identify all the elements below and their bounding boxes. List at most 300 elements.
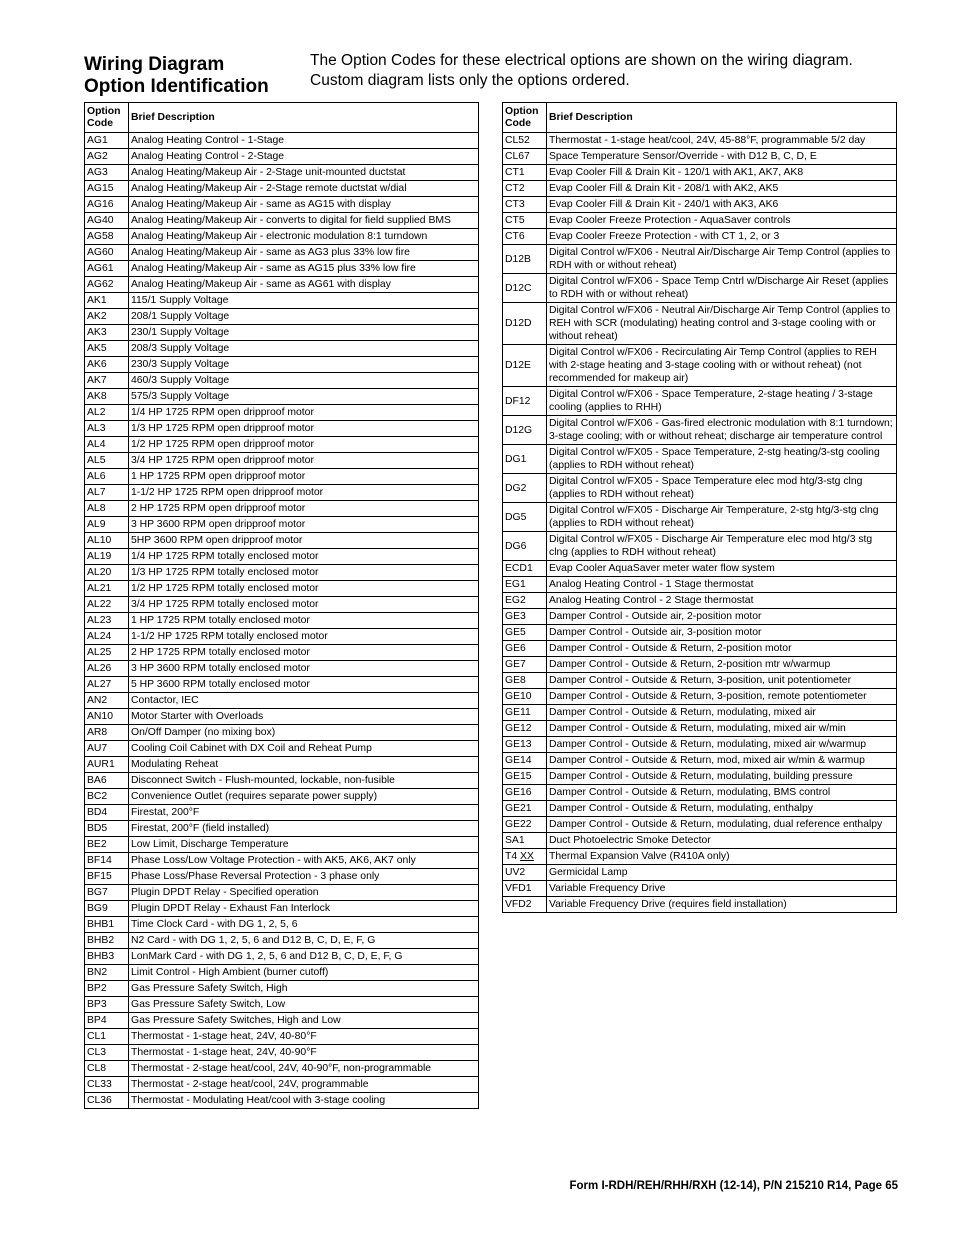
table-row	[85, 869, 479, 885]
option-description: Thermostat - Modulating Heat/cool with 3-stage cooling	[129, 1093, 479, 1109]
table-row	[85, 133, 479, 149]
table-row	[85, 645, 479, 661]
option-code: AG61	[85, 261, 129, 277]
option-code: AL25	[85, 645, 129, 661]
option-description: Variable Frequency Drive (requires field installation)	[547, 897, 897, 913]
table-row	[503, 721, 897, 737]
option-description: Damper Control - Outside air, 2-position motor	[547, 609, 897, 625]
header-brief-description: Brief Description	[129, 103, 479, 133]
table-row	[503, 865, 897, 881]
option-description: 1/3 HP 1725 RPM open dripproof motor	[129, 421, 479, 437]
table-row	[503, 705, 897, 721]
option-description: Digital Control w/FX05 - Space Temperature elec mod htg/3-stg clng (applies to RDH without reheat)	[547, 474, 897, 503]
option-code: GE12	[503, 721, 547, 737]
option-code: AK2	[85, 309, 129, 325]
option-description: 3 HP 3600 RPM totally enclosed motor	[129, 661, 479, 677]
option-code: CL1	[85, 1029, 129, 1045]
option-code: SA1	[503, 833, 547, 849]
option-description: Convenience Outlet (requires separate power supply)	[129, 789, 479, 805]
option-description: Analog Heating/Makeup Air - 2-Stage remote ductstat w/dial	[129, 181, 479, 197]
option-code: AK1	[85, 293, 129, 309]
option-code: CL3	[85, 1045, 129, 1061]
option-code-prefix: T4	[505, 851, 521, 862]
option-code: AN10	[85, 709, 129, 725]
option-description: 208/3 Supply Voltage	[129, 341, 479, 357]
table-row	[85, 197, 479, 213]
option-description: Analog Heating Control - 1-Stage	[129, 133, 479, 149]
option-description: Plugin DPDT Relay - Exhaust Fan Interlock	[129, 901, 479, 917]
option-code: VFD1	[503, 881, 547, 897]
option-code: CT5	[503, 213, 547, 229]
option-code: D12D	[503, 303, 547, 345]
option-code: GE7	[503, 657, 547, 673]
option-code: BG7	[85, 885, 129, 901]
option-code: AL19	[85, 549, 129, 565]
option-code: BHB1	[85, 917, 129, 933]
option-description: Damper Control - Outside & Return, modulating, BMS control	[547, 785, 897, 801]
table-row	[503, 881, 897, 897]
option-description: Thermostat - 1-stage heat/cool, 24V, 45-88°F, programmable 5/2 day	[547, 133, 897, 149]
option-description: Analog Heating/Makeup Air - same as AG3 plus 33% low fire	[129, 245, 479, 261]
table-row	[85, 661, 479, 677]
option-code: AL4	[85, 437, 129, 453]
table-row	[503, 673, 897, 689]
table-row	[85, 725, 479, 741]
option-code: AR8	[85, 725, 129, 741]
header-option-code: Option Code	[503, 103, 547, 133]
table-row	[85, 773, 479, 789]
option-description: 1 HP 1725 RPM totally enclosed motor	[129, 613, 479, 629]
table-row	[503, 689, 897, 705]
option-code: AL26	[85, 661, 129, 677]
table-row	[503, 897, 897, 913]
option-code: AL10	[85, 533, 129, 549]
option-description: Time Clock Card - with DG 1, 2, 5, 6	[129, 917, 479, 933]
table-row	[85, 357, 479, 373]
option-code	[503, 849, 547, 865]
table-row	[85, 533, 479, 549]
option-description: Analog Heating Control - 2-Stage	[129, 149, 479, 165]
option-code: AG58	[85, 229, 129, 245]
option-description: Evap Cooler AquaSaver meter water flow system	[547, 561, 897, 577]
table-row	[85, 373, 479, 389]
option-description: Damper Control - Outside & Return, mod, mixed air w/min & warmup	[547, 753, 897, 769]
option-code: AG62	[85, 277, 129, 293]
option-code: AL8	[85, 501, 129, 517]
option-description: Thermal Expansion Valve (R410A only)	[547, 849, 897, 865]
option-description: Analog Heating/Makeup Air - 2-Stage unit-mounted ductstat	[129, 165, 479, 181]
table-row	[503, 133, 897, 149]
table-row	[85, 501, 479, 517]
option-code: BHB2	[85, 933, 129, 949]
option-description: 3 HP 3600 RPM open dripproof motor	[129, 517, 479, 533]
option-code: AG16	[85, 197, 129, 213]
option-code: AL6	[85, 469, 129, 485]
option-description: 1/4 HP 1725 RPM open dripproof motor	[129, 405, 479, 421]
table-row	[85, 1013, 479, 1029]
option-description: Gas Pressure Safety Switches, High and Low	[129, 1013, 479, 1029]
option-code: CT1	[503, 165, 547, 181]
table-row	[85, 805, 479, 821]
option-description: Damper Control - Outside air, 3-position motor	[547, 625, 897, 641]
option-description: Space Temperature Sensor/Override - with D12 B, C, D, E	[547, 149, 897, 165]
option-description: 460/3 Supply Voltage	[129, 373, 479, 389]
header-brief-description: Brief Description	[547, 103, 897, 133]
option-description: 2 HP 1725 RPM open dripproof motor	[129, 501, 479, 517]
table-row	[503, 245, 897, 274]
option-code: ECD1	[503, 561, 547, 577]
option-code: BD4	[85, 805, 129, 821]
option-description: Damper Control - Outside & Return, modulating, mixed air w/warmup	[547, 737, 897, 753]
option-description: 1/2 HP 1725 RPM totally enclosed motor	[129, 581, 479, 597]
option-code: GE14	[503, 753, 547, 769]
table-row	[85, 917, 479, 933]
table-row	[85, 581, 479, 597]
table-row	[85, 229, 479, 245]
option-code: BP3	[85, 997, 129, 1013]
option-description: 5 HP 3600 RPM totally enclosed motor	[129, 677, 479, 693]
table-row	[85, 309, 479, 325]
option-code: GE15	[503, 769, 547, 785]
option-code: AL7	[85, 485, 129, 501]
option-code: AG15	[85, 181, 129, 197]
option-description: Thermostat - 2-stage heat/cool, 24V, programmable	[129, 1077, 479, 1093]
option-code: GE10	[503, 689, 547, 705]
table-row	[85, 437, 479, 453]
table-row	[503, 303, 897, 345]
option-description: Thermostat - 1-stage heat, 24V, 40-80°F	[129, 1029, 479, 1045]
table-row	[85, 885, 479, 901]
table-row	[85, 677, 479, 693]
option-description: Digital Control w/FX06 - Neutral Air/Discharge Air Temp Control (applies to RDH with or without reheat)	[547, 245, 897, 274]
option-code: GE16	[503, 785, 547, 801]
option-description: 1/3 HP 1725 RPM totally enclosed motor	[129, 565, 479, 581]
table-row	[503, 416, 897, 445]
option-code: AU7	[85, 741, 129, 757]
option-code: GE22	[503, 817, 547, 833]
option-description: Evap Cooler Fill & Drain Kit - 208/1 with AK2, AK5	[547, 181, 897, 197]
option-code: DG5	[503, 503, 547, 532]
table-row	[85, 1093, 479, 1109]
table-row	[85, 741, 479, 757]
option-code: CL67	[503, 149, 547, 165]
option-code: AL2	[85, 405, 129, 421]
option-description: 230/1 Supply Voltage	[129, 325, 479, 341]
header-option-code: Option Code	[85, 103, 129, 133]
option-description: Damper Control - Outside & Return, modulating, mixed air w/min	[547, 721, 897, 737]
option-description: Digital Control w/FX06 - Space Temp Cntrl w/Discharge Air Reset (applies to RDH with or without reheat)	[547, 274, 897, 303]
option-code: AK8	[85, 389, 129, 405]
table-row	[85, 613, 479, 629]
option-code: BF14	[85, 853, 129, 869]
option-description: Contactor, IEC	[129, 693, 479, 709]
option-description: Analog Heating/Makeup Air - same as AG15 plus 33% low fire	[129, 261, 479, 277]
option-description: Phase Loss/Phase Reversal Protection - 3 phase only	[129, 869, 479, 885]
option-code: AL27	[85, 677, 129, 693]
table-row	[85, 549, 479, 565]
table-row	[85, 597, 479, 613]
table-row	[503, 785, 897, 801]
option-description: 1 HP 1725 RPM open dripproof motor	[129, 469, 479, 485]
option-code: BF15	[85, 869, 129, 885]
table-row	[503, 753, 897, 769]
table-row	[503, 849, 897, 865]
table-row	[85, 165, 479, 181]
option-description: LonMark Card - with DG 1, 2, 5, 6 and D12 B, C, D, E, F, G	[129, 949, 479, 965]
table-header-row	[85, 103, 479, 133]
option-code: GE5	[503, 625, 547, 641]
option-code: GE6	[503, 641, 547, 657]
option-code: UV2	[503, 865, 547, 881]
table-row	[503, 229, 897, 245]
option-description: Evap Cooler Fill & Drain Kit - 240/1 with AK3, AK6	[547, 197, 897, 213]
option-code: AK6	[85, 357, 129, 373]
option-description: Evap Cooler Fill & Drain Kit - 120/1 with AK1, AK7, AK8	[547, 165, 897, 181]
option-description: Digital Control w/FX05 - Discharge Air Temperature, 2-stg htg/3-stg clng (applies to RDH without reheat)	[547, 503, 897, 532]
option-code: AG1	[85, 133, 129, 149]
table-row	[85, 1061, 479, 1077]
option-description: 115/1 Supply Voltage	[129, 293, 479, 309]
table-row	[503, 561, 897, 577]
option-code: AG3	[85, 165, 129, 181]
option-code: AG60	[85, 245, 129, 261]
option-description: Analog Heating/Makeup Air - electronic modulation 8:1 turndown	[129, 229, 479, 245]
option-description: Thermostat - 2-stage heat/cool, 24V, 40-90°F, non-programmable	[129, 1061, 479, 1077]
table-row	[503, 197, 897, 213]
table-row	[503, 657, 897, 673]
option-description: Damper Control - Outside & Return, modulating, enthalpy	[547, 801, 897, 817]
table-row	[85, 341, 479, 357]
option-code: AG2	[85, 149, 129, 165]
table-row	[85, 277, 479, 293]
option-description: Damper Control - Outside & Return, 3-position, remote potentiometer	[547, 689, 897, 705]
option-code: CT2	[503, 181, 547, 197]
intro-paragraph: The Option Codes for these electrical options are shown on the wiring diagram. Custom diagram lists only the options ordered.	[310, 52, 853, 89]
table-row	[85, 757, 479, 773]
option-description: Low Limit, Discharge Temperature	[129, 837, 479, 853]
option-description: Damper Control - Outside & Return, 2-position mtr w/warmup	[547, 657, 897, 673]
option-description: Analog Heating/Makeup Air - converts to digital for field supplied BMS	[129, 213, 479, 229]
option-code: CL8	[85, 1061, 129, 1077]
option-code: BP4	[85, 1013, 129, 1029]
table-row	[85, 853, 479, 869]
table-row	[503, 737, 897, 753]
option-code: AL5	[85, 453, 129, 469]
table-row	[85, 709, 479, 725]
option-description: On/Off Damper (no mixing box)	[129, 725, 479, 741]
table-row	[85, 821, 479, 837]
option-description: Analog Heating Control - 1 Stage thermostat	[547, 577, 897, 593]
option-description: Variable Frequency Drive	[547, 881, 897, 897]
option-description: Firestat, 200°F (field installed)	[129, 821, 479, 837]
option-code: CL33	[85, 1077, 129, 1093]
option-description: Analog Heating/Makeup Air - same as AG15 with display	[129, 197, 479, 213]
option-code-placeholder: XX	[520, 851, 534, 862]
table-row	[503, 817, 897, 833]
option-description: 1-1/2 HP 1725 RPM open dripproof motor	[129, 485, 479, 501]
table-row	[503, 181, 897, 197]
page-title	[84, 54, 269, 98]
table-row	[503, 503, 897, 532]
table-row	[85, 421, 479, 437]
table-row	[503, 593, 897, 609]
option-description: Damper Control - Outside & Return, modulating, building pressure	[547, 769, 897, 785]
option-code: BD5	[85, 821, 129, 837]
option-code: BG9	[85, 901, 129, 917]
table-row	[503, 387, 897, 416]
table-row	[85, 453, 479, 469]
option-code: CT3	[503, 197, 547, 213]
option-code: GE3	[503, 609, 547, 625]
option-description: Thermostat - 1-stage heat, 24V, 40-90°F	[129, 1045, 479, 1061]
option-code: AUR1	[85, 757, 129, 773]
table-row	[85, 1029, 479, 1045]
option-description: Digital Control w/FX06 - Recirculating Air Temp Control (applies to REH with 2-stage heating and 3-stage cooling with or without reheat) (not recommended for makeup air)	[547, 345, 897, 387]
page-footer: Form I-RDH/REH/RHH/RXH (12-14), P/N 215210 R14, Page 65	[569, 1180, 898, 1192]
option-code: BC2	[85, 789, 129, 805]
option-description: 2 HP 1725 RPM totally enclosed motor	[129, 645, 479, 661]
option-description: Analog Heating Control - 2 Stage thermostat	[547, 593, 897, 609]
option-code: EG2	[503, 593, 547, 609]
table-row	[503, 833, 897, 849]
table-row	[85, 485, 479, 501]
option-code: D12B	[503, 245, 547, 274]
option-description: N2 Card - with DG 1, 2, 5, 6 and D12 B, C, D, E, F, G	[129, 933, 479, 949]
table-row	[85, 405, 479, 421]
option-description: 3/4 HP 1725 RPM open dripproof motor	[129, 453, 479, 469]
option-description: Evap Cooler Freeze Protection - with CT 1, 2, or 3	[547, 229, 897, 245]
option-description: Damper Control - Outside & Return, 3-position, unit potentiometer	[547, 673, 897, 689]
option-code: AL3	[85, 421, 129, 437]
table-row	[503, 274, 897, 303]
option-description: Gas Pressure Safety Switch, High	[129, 981, 479, 997]
table-row	[503, 149, 897, 165]
table-row	[85, 149, 479, 165]
option-code: AN2	[85, 693, 129, 709]
table-row	[85, 245, 479, 261]
table-row	[503, 577, 897, 593]
option-description: Germicidal Lamp	[547, 865, 897, 881]
table-row	[503, 165, 897, 181]
option-code: D12C	[503, 274, 547, 303]
table-row	[503, 801, 897, 817]
table-row	[85, 325, 479, 341]
option-description: Digital Control w/FX05 - Space Temperature, 2-stg heating/3-stg cooling (applies to RDH without reheat)	[547, 445, 897, 474]
table-row	[85, 469, 479, 485]
table-row	[85, 965, 479, 981]
option-description: Gas Pressure Safety Switch, Low	[129, 997, 479, 1013]
table-row	[503, 474, 897, 503]
option-code: BHB3	[85, 949, 129, 965]
option-description: Damper Control - Outside & Return, modulating, mixed air	[547, 705, 897, 721]
option-code: D12G	[503, 416, 547, 445]
option-description: Damper Control - Outside & Return, modulating, dual reference enthalpy	[547, 817, 897, 833]
option-table-left	[84, 102, 479, 1109]
table-row	[85, 517, 479, 533]
option-description: Digital Control w/FX06 - Gas-fired electronic modulation with 8:1 turndown; 3-stage cooling; with or without reheat; discharge air temperature control	[547, 416, 897, 445]
option-description: 3/4 HP 1725 RPM totally enclosed motor	[129, 597, 479, 613]
table-row	[85, 981, 479, 997]
option-description: Cooling Coil Cabinet with DX Coil and Reheat Pump	[129, 741, 479, 757]
option-description: Phase Loss/Low Voltage Protection - with AK5, AK6, AK7 only	[129, 853, 479, 869]
option-description: Damper Control - Outside & Return, 2-position motor	[547, 641, 897, 657]
option-code: AL23	[85, 613, 129, 629]
option-code: AK5	[85, 341, 129, 357]
option-code: BA6	[85, 773, 129, 789]
table-row	[85, 293, 479, 309]
option-code: AK7	[85, 373, 129, 389]
option-code: BP2	[85, 981, 129, 997]
table-row	[85, 837, 479, 853]
table-row	[503, 532, 897, 561]
table-row	[85, 261, 479, 277]
table-row	[85, 565, 479, 581]
option-code: D12E	[503, 345, 547, 387]
option-code: AL21	[85, 581, 129, 597]
table-row	[85, 1045, 479, 1061]
option-code: BE2	[85, 837, 129, 853]
table-row	[85, 901, 479, 917]
option-code: GE8	[503, 673, 547, 689]
table-row	[503, 445, 897, 474]
option-code: EG1	[503, 577, 547, 593]
option-description: Plugin DPDT Relay - Specified operation	[129, 885, 479, 901]
option-description: Duct Photoelectric Smoke Detector	[547, 833, 897, 849]
table-row	[85, 389, 479, 405]
option-code: GE11	[503, 705, 547, 721]
option-code: AL9	[85, 517, 129, 533]
option-code: DG6	[503, 532, 547, 561]
table-row	[503, 641, 897, 657]
table-row	[85, 997, 479, 1013]
table-row	[503, 609, 897, 625]
option-code: CL36	[85, 1093, 129, 1109]
option-description: 5HP 3600 RPM open dripproof motor	[129, 533, 479, 549]
table-row	[503, 213, 897, 229]
option-description: Modulating Reheat	[129, 757, 479, 773]
option-description: Disconnect Switch - Flush-mounted, lockable, non-fusible	[129, 773, 479, 789]
option-description: Analog Heating/Makeup Air - same as AG61 with display	[129, 277, 479, 293]
table-row	[503, 345, 897, 387]
table-row	[85, 181, 479, 197]
option-code: GE21	[503, 801, 547, 817]
title-line-2: Option Identification	[84, 76, 269, 97]
option-code: GE13	[503, 737, 547, 753]
option-description: Digital Control w/FX06 - Neutral Air/Discharge Air Temp Control (applies to REH with SCR (modulating) heating control and 3-stage cooling with or without reheat)	[547, 303, 897, 345]
option-description: Firestat, 200°F	[129, 805, 479, 821]
option-code: AK3	[85, 325, 129, 341]
option-code: AL22	[85, 597, 129, 613]
table-header-row	[503, 103, 897, 133]
table-row	[503, 625, 897, 641]
option-description: Digital Control w/FX06 - Space Temperature, 2-stage heating / 3-stage cooling (applies to RHH)	[547, 387, 897, 416]
option-code: DG2	[503, 474, 547, 503]
option-description: Evap Cooler Freeze Protection - AquaSaver controls	[547, 213, 897, 229]
table-row	[85, 789, 479, 805]
option-code: AG40	[85, 213, 129, 229]
table-row	[85, 213, 479, 229]
option-table-right	[502, 102, 897, 913]
option-description: 575/3 Supply Voltage	[129, 389, 479, 405]
table-row	[85, 629, 479, 645]
option-description: 1/4 HP 1725 RPM totally enclosed motor	[129, 549, 479, 565]
table-row	[503, 769, 897, 785]
title-line-1: Wiring Diagram	[84, 54, 225, 75]
option-code: AL24	[85, 629, 129, 645]
option-description: 208/1 Supply Voltage	[129, 309, 479, 325]
option-code: BN2	[85, 965, 129, 981]
option-code: VFD2	[503, 897, 547, 913]
